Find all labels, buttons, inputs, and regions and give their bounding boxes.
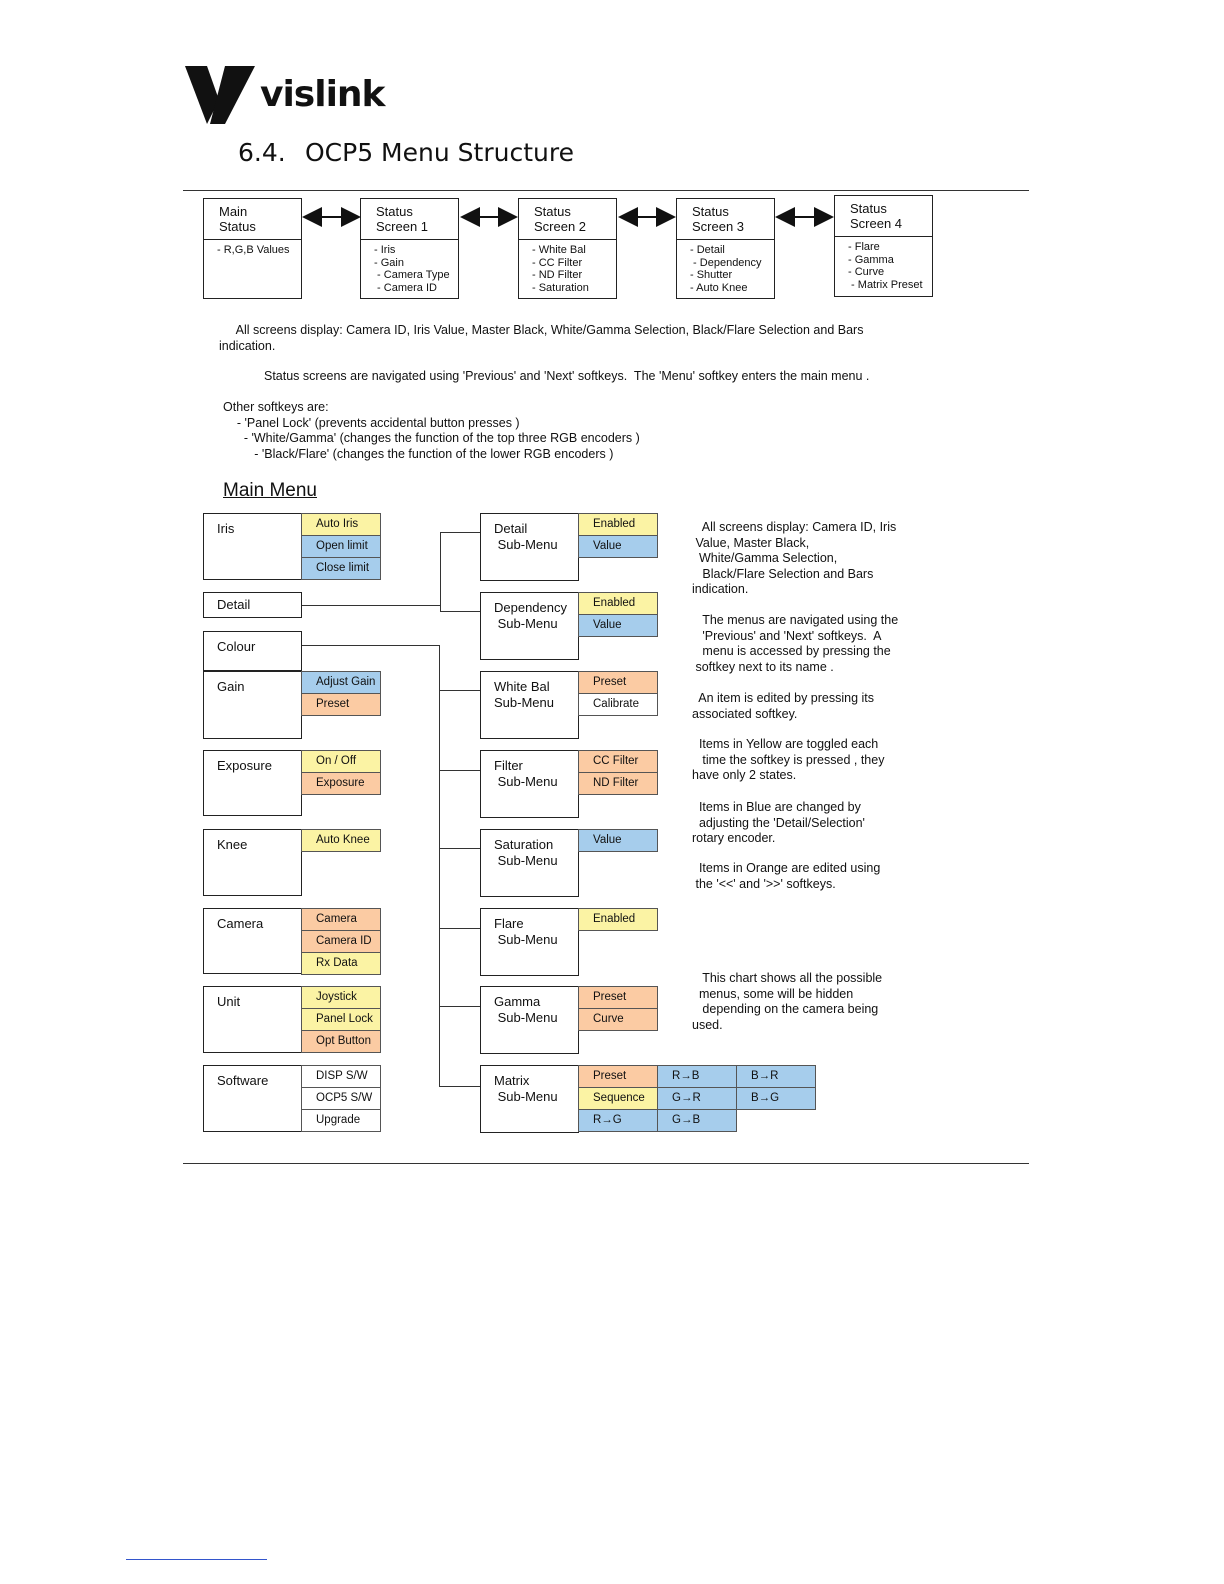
status-screen-items: - Detail - Dependency - Shutter - Auto Knee bbox=[690, 244, 762, 294]
status-screen-items: - Iris - Gain - Camera Type - Camera ID bbox=[374, 244, 450, 294]
matrix-option[interactable]: R→B bbox=[657, 1065, 737, 1088]
submenu-label: Gamma Sub-Menu bbox=[494, 994, 558, 1025]
menu-option[interactable]: Opt Button bbox=[301, 1030, 381, 1053]
menu-item-detail[interactable] bbox=[203, 592, 302, 618]
menu-option[interactable]: Exposure bbox=[301, 772, 381, 795]
matrix-option[interactable]: G→B bbox=[657, 1109, 737, 1132]
connector-matrix bbox=[439, 1086, 480, 1087]
menu-option[interactable]: Panel Lock bbox=[301, 1008, 381, 1031]
menu-item-unit[interactable] bbox=[203, 986, 302, 1053]
submenu-option[interactable]: Sequence bbox=[578, 1087, 658, 1110]
intro-paragraph-1: All screens display: Camera ID, Iris Value, Master Black, White/Gamma Selection, Black/Flare Selection and Bars indication. bbox=[219, 323, 864, 353]
intro-paragraph-2: Status screens are navigated using 'Previous' and 'Next' softkeys. The 'Menu' softkey enters the main menu . bbox=[264, 369, 870, 383]
menu-item-label: Camera bbox=[217, 916, 264, 931]
submenu-option[interactable]: Value bbox=[578, 535, 658, 558]
main-menu-title: Main Menu bbox=[223, 480, 317, 501]
menu-option[interactable]: Auto Iris bbox=[301, 513, 381, 536]
footer-link-line bbox=[126, 1559, 267, 1560]
menu-option[interactable]: Upgrade bbox=[301, 1109, 381, 1132]
menu-option[interactable]: Joystick bbox=[301, 986, 381, 1009]
submenu-box[interactable] bbox=[480, 750, 579, 818]
connector-colour-h bbox=[301, 645, 439, 646]
status-screen-title: Status Screen 1 bbox=[376, 204, 429, 234]
submenu-box[interactable] bbox=[480, 986, 579, 1054]
menu-option[interactable]: Rx Data bbox=[301, 952, 381, 975]
connector-filter bbox=[439, 770, 480, 771]
submenu-option[interactable]: Preset bbox=[578, 1065, 658, 1088]
connector-whitebal bbox=[439, 690, 480, 691]
submenu-label: Saturation Sub-Menu bbox=[494, 837, 558, 868]
submenu-box[interactable] bbox=[480, 1065, 579, 1133]
menu-option[interactable]: Camera bbox=[301, 908, 381, 931]
submenu-option[interactable]: Curve bbox=[578, 1008, 658, 1031]
menu-item-software[interactable] bbox=[203, 1065, 302, 1132]
status-screen-items: - R,G,B Values bbox=[217, 244, 290, 256]
bottom-divider bbox=[183, 1163, 1029, 1164]
menu-item-label: Software bbox=[217, 1073, 269, 1088]
status-screen-items: - Flare - Gamma - Curve - Matrix Preset bbox=[848, 241, 923, 291]
connector-detail-sub bbox=[440, 532, 480, 533]
logo-text: vislink bbox=[260, 74, 385, 115]
submenu-option[interactable]: Value bbox=[578, 829, 658, 852]
menu-option[interactable]: Auto Knee bbox=[301, 829, 381, 852]
legend-note: All screens display: Camera ID, Iris Value, Master Black, White/Gamma Selection, Black/Flare Selection and Bars indication. bbox=[692, 520, 897, 596]
connector-gamma bbox=[439, 1006, 480, 1007]
connector-saturation bbox=[439, 848, 480, 849]
menu-item-label: Iris bbox=[217, 521, 235, 536]
submenu-label: Filter Sub-Menu bbox=[494, 758, 558, 789]
menu-item-label: Exposure bbox=[217, 758, 272, 773]
legend-note: Items in Orange are edited using the '<<' and '>>' softkeys. bbox=[695, 861, 881, 891]
connector-detail-h bbox=[301, 605, 440, 606]
submenu-box[interactable] bbox=[480, 829, 579, 897]
submenu-label: Dependency Sub-Menu bbox=[494, 600, 567, 631]
submenu-box[interactable] bbox=[480, 908, 579, 976]
menu-item-colour[interactable] bbox=[203, 631, 302, 671]
menu-item-exposure[interactable] bbox=[203, 750, 302, 816]
legend-note: Items in Yellow are toggled each time the softkey is pressed , they have only 2 states. bbox=[692, 737, 885, 782]
intro-paragraph-3: Other softkeys are: - 'Panel Lock' (prevents accidental button presses ) - 'White/Gamma' (changes the function of the top three RGB encoders ) - 'Black/Flare' (changes the function of the lower RGB encoders ) bbox=[223, 400, 640, 461]
menu-item-label: Knee bbox=[217, 837, 248, 852]
menu-item-gain[interactable] bbox=[203, 671, 302, 739]
submenu-label: Matrix Sub-Menu bbox=[494, 1073, 558, 1104]
status-screen-title: Status Screen 2 bbox=[534, 204, 587, 234]
status-screen-title: Main Status bbox=[219, 204, 256, 234]
submenu-option[interactable]: Preset bbox=[578, 986, 658, 1009]
connector-colour-v bbox=[439, 645, 440, 1086]
submenu-label: Flare Sub-Menu bbox=[494, 916, 558, 947]
legend-note: This chart shows all the possible menus, some will be hidden depending on the camera being used. bbox=[692, 971, 883, 1032]
menu-option[interactable]: Preset bbox=[301, 693, 381, 716]
menu-option[interactable]: DISP S/W bbox=[301, 1065, 381, 1088]
submenu-option[interactable]: Value bbox=[578, 614, 658, 637]
matrix-option[interactable]: B→R bbox=[736, 1065, 816, 1088]
submenu-label: Detail Sub-Menu bbox=[494, 521, 558, 552]
menu-item-iris[interactable] bbox=[203, 513, 302, 580]
menu-item-label: Gain bbox=[217, 679, 245, 694]
submenu-option[interactable]: CC Filter bbox=[578, 750, 658, 773]
menu-option[interactable]: Adjust Gain bbox=[301, 671, 381, 694]
status-screen-title: Status Screen 4 bbox=[850, 201, 903, 231]
legend-note: An item is edited by pressing its associated softkey. bbox=[692, 691, 875, 721]
submenu-option[interactable]: Calibrate bbox=[578, 693, 658, 716]
menu-item-label: Colour bbox=[217, 639, 256, 654]
matrix-option[interactable]: B→G bbox=[736, 1087, 816, 1110]
menu-option[interactable]: Open limit bbox=[301, 535, 381, 558]
menu-option[interactable]: On / Off bbox=[301, 750, 381, 773]
submenu-option[interactable]: Enabled bbox=[578, 592, 658, 615]
menu-item-label: Unit bbox=[217, 994, 241, 1009]
menu-option[interactable]: Close limit bbox=[301, 557, 381, 580]
submenu-box[interactable] bbox=[480, 671, 579, 739]
status-screen-title: Status Screen 3 bbox=[692, 204, 745, 234]
submenu-option[interactable]: Enabled bbox=[578, 513, 658, 536]
submenu-option[interactable]: ND Filter bbox=[578, 772, 658, 795]
legend-note: Items in Blue are changed by adjusting the 'Detail/Selection' rotary encoder. bbox=[692, 800, 865, 845]
status-screen-items: - White Bal - CC Filter - ND Filter - Saturation bbox=[532, 244, 589, 294]
menu-option[interactable]: OCP5 S/W bbox=[301, 1087, 381, 1110]
page-title: OCP5 Menu Structure bbox=[305, 138, 574, 167]
submenu-label: White Bal Sub-Menu bbox=[494, 679, 554, 710]
submenu-option[interactable]: Enabled bbox=[578, 908, 658, 931]
menu-item-label: Detail bbox=[217, 597, 251, 612]
menu-item-knee[interactable] bbox=[203, 829, 302, 896]
submenu-box[interactable] bbox=[480, 592, 579, 660]
section-number: 6.4. bbox=[238, 138, 286, 167]
legend-note: The menus are navigated using the 'Previous' and 'Next' softkeys. A menu is accessed by pressing the softkey next to its name . bbox=[695, 613, 899, 674]
connector-flare bbox=[439, 928, 480, 929]
connector-detail-v bbox=[440, 532, 441, 612]
matrix-option[interactable]: G→R bbox=[657, 1087, 737, 1110]
submenu-option[interactable]: Preset bbox=[578, 671, 658, 694]
menu-item-camera[interactable] bbox=[203, 908, 302, 974]
connector-dependency-sub bbox=[440, 611, 480, 612]
submenu-option[interactable]: R→G bbox=[578, 1109, 658, 1132]
submenu-box[interactable] bbox=[480, 513, 579, 581]
menu-option[interactable]: Camera ID bbox=[301, 930, 381, 953]
